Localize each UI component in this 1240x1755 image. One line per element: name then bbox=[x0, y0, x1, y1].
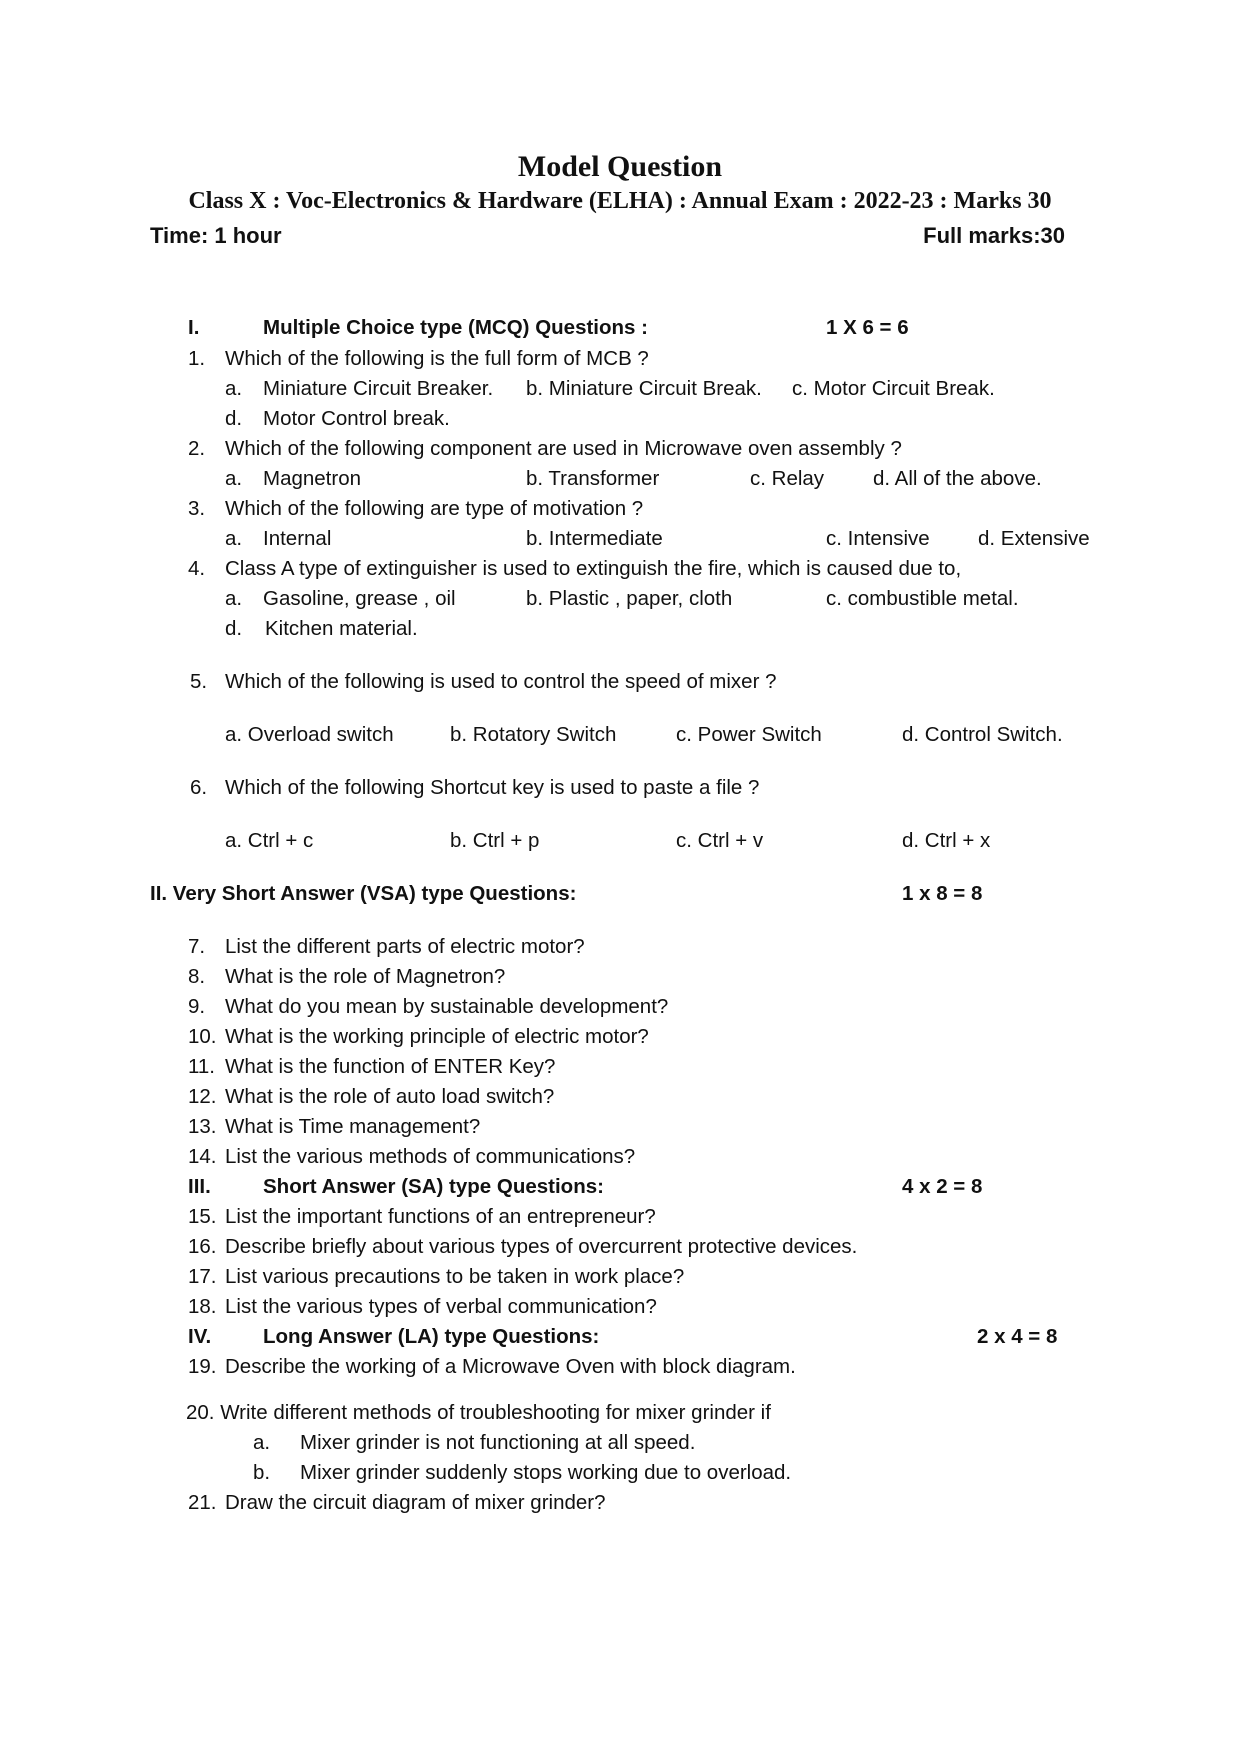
question-number: 9. bbox=[188, 995, 206, 1018]
option-c: c. Motor Circuit Break. bbox=[792, 377, 995, 400]
option-c: c. Intensive bbox=[826, 527, 930, 550]
question-number: 18. bbox=[188, 1295, 217, 1318]
option-b: b. Rotatory Switch bbox=[450, 723, 617, 746]
question-text: Which of the following is used to control the speed of mixer ? bbox=[225, 670, 777, 693]
section-1-heading: Multiple Choice type (MCQ) Questions : bbox=[263, 316, 648, 339]
question-text: List the various types of verbal communication? bbox=[225, 1295, 657, 1318]
question-number: 2. bbox=[188, 437, 206, 460]
option-b-label: b. bbox=[253, 1461, 271, 1484]
section-1-marks: 1 X 6 = 6 bbox=[826, 316, 909, 339]
section-2-heading: II. Very Short Answer (VSA) type Questions: bbox=[150, 882, 577, 905]
section-2-marks: 1 x 8 = 8 bbox=[902, 882, 983, 905]
option-d-label: d. bbox=[225, 617, 243, 640]
question-number: 15. bbox=[188, 1205, 217, 1228]
question-text: Which of the following component are used in Microwave oven assembly ? bbox=[225, 437, 902, 460]
question-number: 10. bbox=[188, 1025, 217, 1048]
question-number: 12. bbox=[188, 1085, 217, 1108]
section-4-heading: Long Answer (LA) type Questions: bbox=[263, 1325, 600, 1348]
option-a-label: a. bbox=[225, 377, 243, 400]
option-c: c. combustible metal. bbox=[826, 587, 1019, 610]
question-number: 16. bbox=[188, 1235, 217, 1258]
time-label: Time: 1 hour bbox=[150, 223, 282, 248]
section-3-marks: 4 x 2 = 8 bbox=[902, 1175, 983, 1198]
question-number: 7. bbox=[188, 935, 206, 958]
section-4-marks: 2 x 4 = 8 bbox=[977, 1325, 1058, 1348]
option-a-label: a. bbox=[225, 467, 243, 490]
option-b: b. Transformer bbox=[526, 467, 660, 490]
question-number: 17. bbox=[188, 1265, 217, 1288]
option-a-label: a. bbox=[253, 1431, 271, 1454]
question-number: 13. bbox=[188, 1115, 217, 1138]
option-c: c. Ctrl + v bbox=[676, 829, 764, 852]
option-c: c. Power Switch bbox=[676, 723, 822, 746]
question-text: What is the role of Magnetron? bbox=[225, 965, 506, 988]
option-a: Internal bbox=[263, 527, 332, 550]
question-text: What do you mean by sustainable development? bbox=[225, 995, 669, 1018]
question-number: 4. bbox=[188, 557, 206, 580]
section-4-numeral: IV. bbox=[188, 1325, 212, 1348]
option-a: a. Overload switch bbox=[225, 723, 394, 746]
option-d: d. Extensive bbox=[978, 527, 1090, 550]
question-text: 20. Write different methods of troubleshooting for mixer grinder if bbox=[186, 1401, 771, 1424]
section-3-heading: Short Answer (SA) type Questions: bbox=[263, 1175, 604, 1198]
option-a: Magnetron bbox=[263, 467, 362, 490]
option-a: a. Ctrl + c bbox=[225, 829, 314, 852]
option-b: b. Plastic , paper, cloth bbox=[526, 587, 733, 610]
question-text: List the various methods of communications? bbox=[225, 1145, 636, 1168]
question-text: What is the working principle of electric motor? bbox=[225, 1025, 649, 1048]
question-text: List the important functions of an entrepreneur? bbox=[225, 1205, 656, 1228]
question-text: What is Time management? bbox=[225, 1115, 481, 1138]
question-text: Describe the working of a Microwave Oven with block diagram. bbox=[225, 1355, 796, 1378]
question-text: Describe briefly about various types of overcurrent protective devices. bbox=[225, 1235, 858, 1258]
option-b: b. Intermediate bbox=[526, 527, 663, 550]
question-text: What is the function of ENTER Key? bbox=[225, 1055, 556, 1078]
question-text: Which of the following is the full form of MCB ? bbox=[225, 347, 649, 370]
question-text: List various precautions to be taken in work place? bbox=[225, 1265, 685, 1288]
question-number: 21. bbox=[188, 1491, 217, 1514]
section-1-numeral: I. bbox=[188, 316, 200, 339]
question-number: 14. bbox=[188, 1145, 217, 1168]
question-text: Draw the circuit diagram of mixer grinder? bbox=[225, 1491, 606, 1514]
option-a-label: a. bbox=[225, 527, 243, 550]
option-b: b. Miniature Circuit Break. bbox=[526, 377, 762, 400]
question-text: Class A type of extinguisher is used to extinguish the fire, which is caused due to, bbox=[225, 557, 962, 580]
question-number: 11. bbox=[188, 1055, 215, 1078]
question-text: What is the role of auto load switch? bbox=[225, 1085, 555, 1108]
option-d: Motor Control break. bbox=[263, 407, 450, 430]
question-text: Which of the following Shortcut key is used to paste a file ? bbox=[225, 776, 760, 799]
option-d: Kitchen material. bbox=[265, 617, 418, 640]
page-title: Model Question bbox=[517, 150, 723, 183]
option-d: d. Ctrl + x bbox=[902, 829, 991, 852]
option-a: Miniature Circuit Breaker. bbox=[263, 377, 494, 400]
question-text: Which of the following are type of motivation ? bbox=[225, 497, 644, 520]
question-number: 6. bbox=[190, 776, 208, 799]
option-a: Gasoline, grease , oil bbox=[263, 587, 456, 610]
option-d: d. All of the above. bbox=[873, 467, 1042, 490]
question-number: 1. bbox=[188, 347, 206, 370]
section-3-numeral: III. bbox=[188, 1175, 211, 1198]
option-b: b. Ctrl + p bbox=[450, 829, 540, 852]
question-number: 3. bbox=[188, 497, 206, 520]
option-d-label: d. bbox=[225, 407, 243, 430]
option-a: Mixer grinder is not functioning at all speed. bbox=[300, 1431, 696, 1454]
full-marks-label: Full marks:30 bbox=[923, 223, 1065, 248]
question-number: 8. bbox=[188, 965, 206, 988]
option-c: c. Relay bbox=[750, 467, 825, 490]
question-text: List the different parts of electric motor? bbox=[225, 935, 585, 958]
question-number: 5. bbox=[190, 670, 208, 693]
option-a-label: a. bbox=[225, 587, 243, 610]
question-number: 19. bbox=[188, 1355, 217, 1378]
option-d: d. Control Switch. bbox=[902, 723, 1063, 746]
option-b: Mixer grinder suddenly stops working due to overload. bbox=[300, 1461, 792, 1484]
page-subtitle: Class X : Voc-Electronics & Hardware (ELHA) : Annual Exam : 2022-23 : Marks 30 bbox=[188, 188, 1052, 214]
